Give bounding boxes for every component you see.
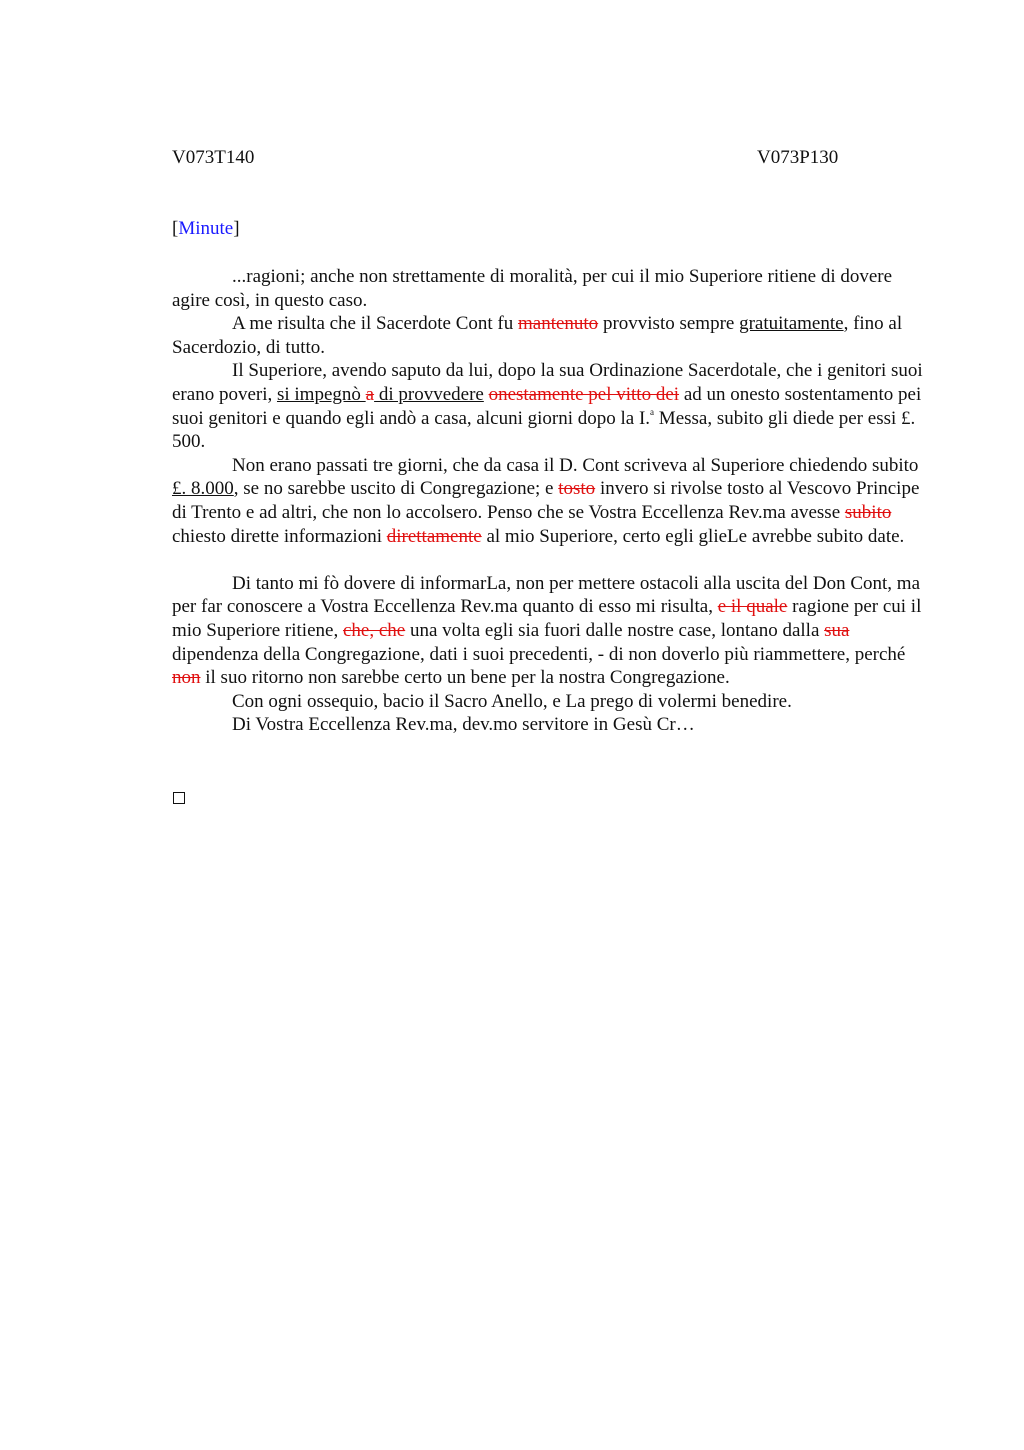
text-run: , se no sarebbe uscito di Congregazione; e xyxy=(233,478,559,500)
text-run: una volta egli sia fuori dalle nostre case, lontano dalla xyxy=(405,619,825,641)
underlined-text: gratuitamente xyxy=(739,313,844,335)
deleted-text: tosto xyxy=(558,478,596,500)
text-run: Di Vostra Eccellenza Rev.ma, dev.mo servitore in Gesù Cr… xyxy=(232,714,695,736)
deleted-text: sua xyxy=(824,619,850,641)
paragraph-4 xyxy=(172,454,932,548)
deleted-text: che, che xyxy=(342,619,406,641)
paragraph-6 xyxy=(172,690,932,714)
deleted-text: non xyxy=(172,667,201,689)
text-run: Il Superiore, avendo saputo da lui, dopo la sua Ordinazione Sacerdotale, che i genitori suoi erano poveri, xyxy=(172,360,923,405)
deleted-text: mantenuto xyxy=(517,313,599,335)
paragraph-7 xyxy=(172,713,932,737)
text-run: al mio Superiore, certo egli glieLe avrebbe subito date. xyxy=(481,525,905,547)
deleted-text: e il quale xyxy=(717,596,788,618)
minute-label-text: Minute xyxy=(178,218,234,239)
paragraph-2 xyxy=(172,312,932,359)
bracket-close: ] xyxy=(233,218,240,239)
text-run: ragione per cui il mio Superiore ritiene, xyxy=(172,596,922,641)
superscript: a xyxy=(650,406,655,417)
text-run: ...ragioni; anche non strettamente di moralità, per cui il mio Superiore ritiene di dovere agire così, in questo caso. xyxy=(172,266,893,311)
underlined-text: di provvedere xyxy=(374,383,484,405)
text-run: provvisto sempre xyxy=(598,313,740,335)
underlined-text: £. 8.000 xyxy=(172,478,234,500)
bracket-open: [ xyxy=(172,218,179,239)
text-run: ad un onesto sostentamento pei suoi genitori e quando egli andò a casa, alcuni giorni dopo la I. xyxy=(172,383,922,429)
deleted-text: onestamente pel vitto dei xyxy=(488,383,680,405)
text-run: Di tanto mi fò dovere di informarLa, non per mettere ostacoli alla uscita del Don Cont, ma per far conoscere a Vostra Eccellenza Rev.ma quanto di esso mi risulta, xyxy=(172,572,921,618)
text-run: Con ogni ossequio, bacio il Sacro Anello, e La prego di volermi benedire. xyxy=(232,690,792,712)
paragraph-5 xyxy=(172,572,932,690)
deleted-text: direttamente xyxy=(386,525,482,547)
document-code-left: V073T140 xyxy=(172,147,255,168)
deleted-text: a xyxy=(365,383,375,405)
text-run: dipendenza della Congregazione, dati i suoi precedenti, - di non doverlo più riammettere, perché xyxy=(172,643,906,665)
letter-body xyxy=(172,265,932,737)
text-run: invero si rivolse tosto al Vescovo Principe di Trento e ad altri, che non lo accolsero. Penso che se Vostra Eccellenza Rev.ma avesse xyxy=(172,478,920,523)
paragraph-1 xyxy=(172,265,932,312)
paragraph-3 xyxy=(172,359,932,453)
text-run: Non erano passati tre giorni, che da casa il D. Cont scriveva al Superiore chiedendo subito xyxy=(232,454,919,476)
text-run: chiesto dirette informazioni xyxy=(172,525,387,547)
underlined-text: si impegnò xyxy=(276,383,366,405)
deleted-text: subito xyxy=(844,501,892,523)
document-code-right: V073P130 xyxy=(757,147,839,168)
text-run: Messa, subito gli diede per essi £. 500. xyxy=(172,407,916,453)
text-run: il suo ritorno non sarebbe certo un bene per la nostra Congregazione. xyxy=(200,667,730,689)
text-run: , fino al Sacerdozio, di tutto. xyxy=(172,313,903,358)
text-run: A me risulta che il Sacerdote Cont fu xyxy=(232,313,518,335)
end-of-document-square-icon xyxy=(173,792,185,804)
minute-label xyxy=(172,218,240,240)
